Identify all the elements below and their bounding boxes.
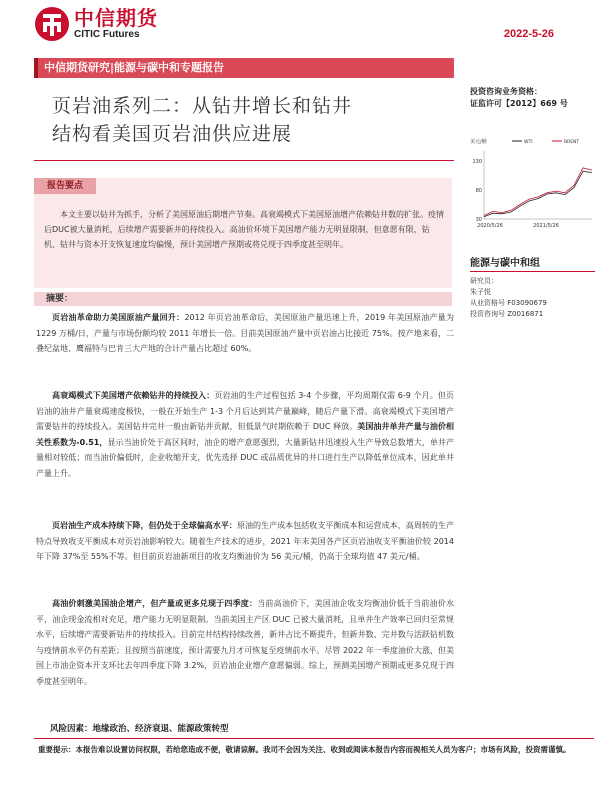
- title-divider: [34, 160, 454, 161]
- paragraph-2-body: 页岩油的生产过程包括 3-4 个步骤，平均周期仅需 6-9 个月。但页岩油的油井产量衰竭速度极快，一般在开始生产 1-3 个月后达到其产量巅峰，随后产量下滑。高衰竭模式下美国增产需要钻井的持续投入。美国钻井完井一般由新钻井贡献，但低景气时期依赖于 DUC 释放。: [36, 391, 454, 431]
- disclaimer: 重要提示：本报告难以设置访问权限，若给您造成不便，敬请谅解。我司不会因为关注、收到或阅读本报告内容而视相关人员为客户；市场有风险，投资需谨慎。: [38, 745, 571, 754]
- chart-x-tick-label: 2021/5/26: [533, 223, 559, 229]
- paragraph-2-highlight: 美国油井单井产量与油价相关性系数为-0.51，: [36, 422, 455, 447]
- chart-y-tick-label: 30: [475, 217, 482, 223]
- citic-logo-icon: [34, 6, 70, 42]
- title-line-1: 页岩油系列二：从钻井增长和钻井: [52, 95, 353, 117]
- report-title: [52, 92, 452, 148]
- analyst-section: [470, 254, 595, 320]
- paragraph-4-body: 当前高油价下，美国油企收支均衡油价低于当前油价水平，油企现金流相对充足，增产能力无明显限制。当前美国主产区 DUC 已被大量消耗，且单井生产效率已回归至常规水平，后续增产需要新钻井的持续投入。目前完井结构持续改善，新井占比不断提升，但新井数、完井数与活跃钻机数与疫情前水平仍有差距；且按照当前速度，预计需要九月才可恢复至疫情前水平。尽管 2022 年一季度油价大涨，但美国上市油企资本开支环比去年四季度下降 3.2%，页岩油企业增产意愿偏弱。综上，预测美国增产预期或更多兑现于四季度甚至明年。: [36, 599, 455, 686]
- series-line-brent: [484, 168, 592, 216]
- chart-y-tick-label: 80: [475, 187, 482, 194]
- researcher-label: 研究员：: [470, 277, 498, 285]
- legend-label-wti: WTI: [524, 140, 533, 145]
- paragraph-2-body-continued: 显示当油价处于高区间时，油企的增产意愿强烈，大量新钻井迅速投入生产导致总数增大，单井产量相对较低；而当油价偏低时，企业收缩开支，优先选择 DUC 或品质优异的井口进行生产以降低单位成本，因此单井产量上升。: [36, 437, 454, 478]
- chart-y-tick-label: 130: [472, 158, 482, 165]
- legend-label-brent: BRENT: [564, 140, 580, 145]
- paragraph-3-heading: 页岩油生产成本持续下降，但仍处于全球偏高水平：: [52, 521, 237, 530]
- title-line-2: 结构看美国页岩油供应进展: [52, 123, 293, 145]
- abstract-header: 摘要：: [34, 292, 452, 306]
- report-date: 2022-5-26: [503, 28, 554, 40]
- summary-tag: 报告要点: [34, 178, 96, 194]
- banner-accent-bar: [34, 58, 38, 78]
- chart-x-tick-label: 2020/5/26: [477, 223, 503, 229]
- report-category-banner: 中信期货研究|能源与碳中和专题报告: [34, 58, 454, 78]
- team-name: 能源与碳中和组: [470, 254, 595, 272]
- paragraph-1-heading: 页岩油革命助力美国原油产量回升：: [52, 313, 185, 322]
- abstract-paragraph-2: [36, 388, 454, 481]
- paragraph-3-body: 原油的生产成本包括收支平衡成本和运营成本，高周转的生产特点导致收支平衡成本对页岩油影响较大。随着生产技术的进步，2021 年末美国各产区页岩油收支平衡油价较 2014 年下降 37%至 55%不等。但目前页岩油新项目的收支均衡油价为 56 美元/桶，仍高于全球均值 47 美元/桶。: [36, 521, 454, 561]
- summary-text: 本文主要以钻井为抓手，分析了美国原油后期增产节奏。高衰竭模式下美国原油增产依赖钻井数的扩张。疫情后DUC被大量消耗，后续增产需要新井的持续投入。高油价环境下美国增产能力无明显限制，但意愿有限，钻机、钻井与资本开支恢复速度均偏慢，预计美国增产预期或将兑现于四季度甚至明年。: [44, 210, 444, 249]
- license-label: 投资咨询业务资格：: [470, 87, 542, 96]
- company-logo: [34, 6, 158, 42]
- abstract-paragraph-1: [36, 310, 454, 357]
- qualification-number: 从业资格号 F03090679: [470, 299, 547, 307]
- license-info: [470, 86, 590, 110]
- risk-factors: 风险因素：地缘政治、经济衰退、能源政策转型: [50, 724, 229, 734]
- researcher-name: 朱子悦: [470, 288, 491, 296]
- abstract-paragraph-3: [36, 518, 454, 565]
- chart-ylabel: 美元/桶: [470, 139, 487, 145]
- oil-price-chart: [470, 133, 595, 235]
- series-line-wti: [484, 171, 592, 216]
- consult-number: 投资咨询号 Z0016871: [470, 310, 544, 318]
- paragraph-2-heading: 高衰竭模式下美国增产依赖钻井的持续投入：: [52, 391, 215, 400]
- logo-english-name: CITIC Futures: [74, 29, 140, 40]
- license-number: 证监许可【2012】669 号: [470, 99, 568, 108]
- footer-divider: [34, 738, 594, 739]
- paragraph-1-body: 2012 年页岩油革命后，美国原油产量迅速上升，2019 年美国原油产量为 1229 万桶/日，产量与市场份额均较 2011 年增长一倍。目前美国原油产量中页岩油占比接近 75%。按产地来看，二叠纪盆地、鹰福特与巴肯三大产地的合计产量占比超过 60%。: [36, 313, 454, 353]
- abstract-paragraph-4: [36, 596, 454, 689]
- paragraph-4-heading: 高油价刺激美国油企增产，但产量或更多兑现于四季度：: [52, 599, 258, 608]
- logo-chinese-name: 中信期货: [74, 6, 158, 30]
